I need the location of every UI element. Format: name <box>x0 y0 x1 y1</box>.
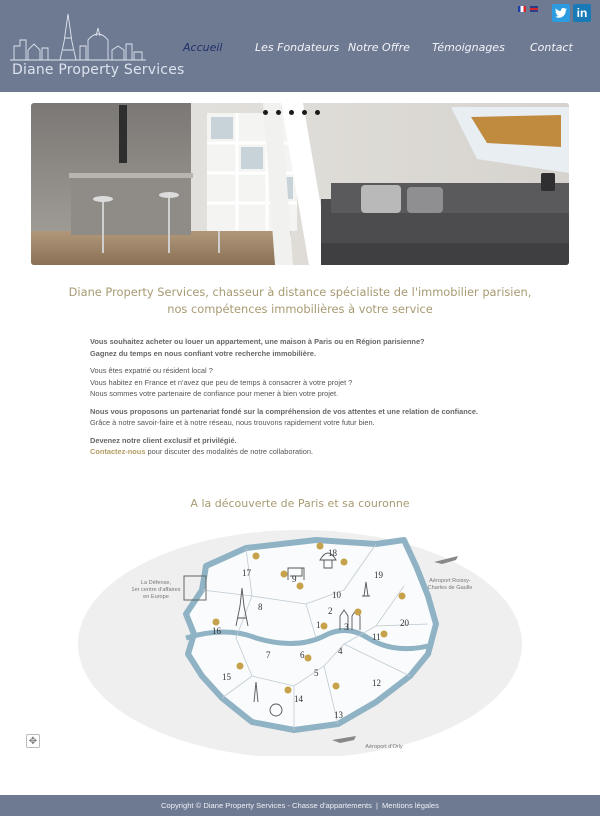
text-line: Nous vous proposons un partenariat fondé sur la compréhension de vos attentes et une relation de confiance. <box>90 406 479 416</box>
arr-5[interactable]: 5 <box>314 668 319 678</box>
move-arrows-icon[interactable]: ✥ <box>26 734 40 748</box>
arr-3[interactable]: 3 <box>344 622 349 632</box>
slider-pagination <box>263 110 320 115</box>
intro-copy <box>90 336 520 464</box>
social-links <box>552 4 591 22</box>
arr-7[interactable]: 7 <box>266 650 271 660</box>
legal-notice-link[interactable]: Mentions légales <box>381 801 439 810</box>
arr-8[interactable]: 8 <box>258 602 263 612</box>
arr-10[interactable]: 10 <box>332 590 341 600</box>
arr-9[interactable]: 9 <box>292 574 297 584</box>
nav-temoignages[interactable]: Témoignages <box>432 41 505 54</box>
map-pin-icon[interactable] <box>213 619 220 626</box>
map-pin-icon[interactable] <box>321 623 328 630</box>
map-pin-icon[interactable] <box>341 559 348 566</box>
text-line: Nous sommes votre partenaire de confiance pour mener à bien votre projet. <box>90 389 339 398</box>
paragraph <box>90 406 520 429</box>
site-footer <box>0 795 600 816</box>
map-pin-icon[interactable] <box>333 683 340 690</box>
arr-2[interactable]: 2 <box>328 606 333 616</box>
nav-accueil[interactable]: Accueil <box>183 41 223 54</box>
label-roissy: Charles de Gaulle <box>427 585 473 591</box>
map-pin-icon[interactable] <box>281 571 288 578</box>
slider-dot[interactable] <box>263 110 268 115</box>
arr-16[interactable]: 16 <box>212 626 221 636</box>
slider-dot[interactable] <box>302 110 307 115</box>
nav-contact[interactable]: Contact <box>530 41 573 54</box>
linkedin-icon[interactable]: in <box>573 4 591 22</box>
hero-slider[interactable] <box>31 103 569 265</box>
paris-map <box>76 526 524 756</box>
label-la-defense: 1er centre d'affaires <box>131 587 181 593</box>
text-line: pour discuter des modalités de notre collaboration. <box>145 447 314 456</box>
arr-1[interactable]: 1 <box>316 620 321 630</box>
language-switcher <box>518 6 538 12</box>
slider-dot[interactable] <box>289 110 294 115</box>
site-header <box>0 0 600 92</box>
arr-12[interactable]: 12 <box>372 678 381 688</box>
label-la-defense: en Europe <box>143 594 169 600</box>
label-roissy: Aéroport Roissy- <box>429 578 471 584</box>
arr-15[interactable]: 15 <box>222 672 231 682</box>
text-line: Devenez notre client exclusif et privilégié. <box>90 435 237 445</box>
text-line: Vous souhaitez acheter ou louer un appartement, une maison à Paris ou en Région parisienne? <box>90 337 425 346</box>
label-la-defense: La Défense, <box>140 580 172 586</box>
paragraph <box>90 336 520 359</box>
brand-name: Diane Property Services <box>12 62 185 78</box>
main-nav <box>0 41 600 57</box>
slider-dot[interactable] <box>276 110 281 115</box>
map-pin-icon[interactable] <box>285 687 292 694</box>
map-pin-icon[interactable] <box>381 631 388 638</box>
map-pin-icon[interactable] <box>305 655 312 662</box>
arr-14[interactable]: 14 <box>294 694 303 704</box>
arr-19[interactable]: 19 <box>374 570 383 580</box>
loft-interior-photo <box>31 103 569 265</box>
twitter-icon[interactable] <box>552 4 570 22</box>
arr-13[interactable]: 13 <box>334 710 343 720</box>
paragraph <box>90 365 520 400</box>
intro-title-line: Diane Property Services, chasseur à distance spécialiste de l'immobilier parisien, <box>68 285 532 299</box>
map-section-title: A la découverte de Paris et sa couronne <box>190 497 410 510</box>
map-pin-icon[interactable] <box>297 583 304 590</box>
map-pin-icon[interactable] <box>399 593 406 600</box>
map-pin-icon[interactable] <box>253 553 260 560</box>
map-pin-icon[interactable] <box>355 609 362 616</box>
intro-title-line: nos compétences immobilières à votre service <box>167 302 433 316</box>
uk-flag-icon[interactable] <box>530 6 538 12</box>
text-line: Gagnez du temps en nous confiant votre recherche immobilière. <box>90 348 316 358</box>
intro-title <box>40 284 560 318</box>
contact-link[interactable]: Contactez-nous <box>90 447 146 456</box>
text-line: Vous êtes expatrié ou résident local ? <box>90 366 213 375</box>
map-pin-icon[interactable] <box>317 543 324 550</box>
arr-6[interactable]: 6 <box>300 650 305 660</box>
nav-les-fondateurs[interactable]: Les Fondateurs <box>255 41 340 54</box>
text-line: Vous habitez en France et n'avez que peu de temps à consacrer à votre projet ? <box>90 377 353 387</box>
map-pin-icon[interactable] <box>237 663 244 670</box>
text-line: Grâce à notre savoir-faire et à notre réseau, nous trouvons rapidement votre futur bien. <box>90 418 375 427</box>
paragraph <box>90 435 520 458</box>
arr-20[interactable]: 20 <box>400 618 409 628</box>
french-flag-icon[interactable] <box>518 6 526 12</box>
label-orly: Aéroport d'Orly <box>365 744 403 750</box>
nav-notre-offre[interactable]: Notre Offre <box>348 41 410 54</box>
arr-18[interactable]: 18 <box>328 548 337 558</box>
footer-separator: | <box>375 801 378 810</box>
arr-17[interactable]: 17 <box>242 568 251 578</box>
arr-11[interactable]: 11 <box>372 632 381 642</box>
arr-4[interactable]: 4 <box>338 646 343 656</box>
copyright-text: Copyright © Diane Property Services - Chasse d'appartements <box>161 801 372 810</box>
slider-dot[interactable] <box>315 110 320 115</box>
